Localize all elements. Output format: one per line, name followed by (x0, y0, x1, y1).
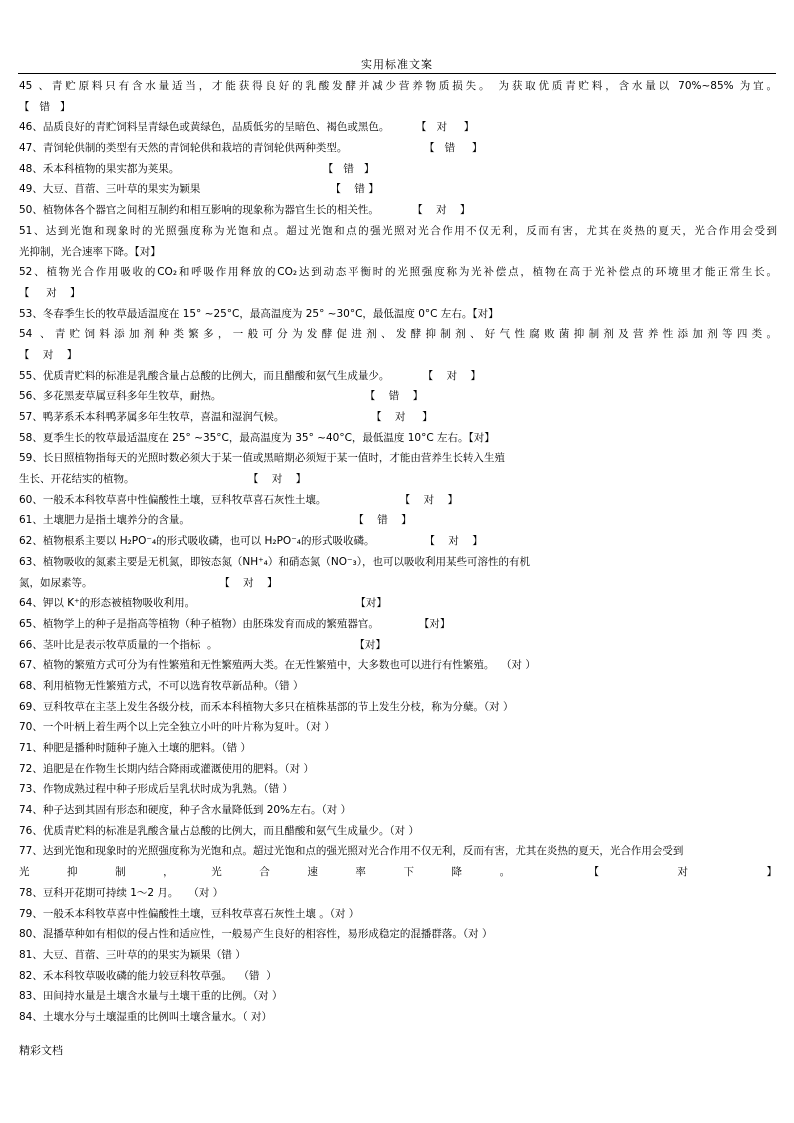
text-line: 45 、青贮原料只有含水量适当，才能获得良好的乳酸发酵并减少营养物质损失。 为获取优质青贮料，含水量以 70%~85% 为宜。 (19, 80, 777, 92)
text-line: 48、禾本科植物的果实都为荚果。 【 错 】 (19, 162, 375, 175)
text-line (19, 1028, 777, 1049)
text-line: 【 对 】 (19, 348, 78, 361)
text-line: 81、大豆、苜蓿、三叶草的的果实为颖果（错 ） (19, 948, 246, 961)
text-line: 77、达到光饱和现象时的光照强度称为光饱和点。超过光饱和点的强光照对光合作用不仅无利，反而有害，尤其在炎热的夏天，光合作用会受到 (19, 845, 684, 858)
text-line: 氮，如尿素等。 【 对 】 (19, 576, 278, 589)
text-line: 65、植物学上的种子是指高等植物（种子植物）由胚珠发育而成的繁殖器官。 【对】 (19, 617, 451, 630)
text-line: 【 错 】 (19, 100, 71, 113)
text-line: 50、植物体各个器官之间相互制约和相互影响的现象称为器官生长的相关性。 【 对 】 (19, 204, 471, 217)
text-line: 82、禾本科牧草吸收磷的能力较豆科牧草强。 （错 ） (19, 969, 277, 982)
text-line: 70、一个叶柄上着生两个以上完全独立小叶的叶片称为复叶。（对 ） (19, 721, 335, 734)
text-line: 生长、开花结实的植物。 【 对 】 (19, 473, 307, 486)
text-line: 79、一般禾本科牧草喜中性偏酸性土壤，豆科牧草喜石灰性土壤 。（对 ） (19, 907, 360, 920)
text-line: 46、品质良好的青贮饲料呈青绿色或黄绿色，品质低劣的呈暗色、褐色或黑色。 【 对 】 (19, 121, 475, 134)
text-line: 【 对 】 (19, 286, 81, 299)
text-line: 54 、青贮饲料添加剂种类繁多，一般可分为发酵促进剂、发酵抑制剂、好气性腐败菌抑制剂及营养性添加剂等四类。 (19, 328, 777, 341)
page-footer: 精彩文档 (19, 1044, 63, 1057)
text-line: 76、优质青贮料的标准是乳酸含量占总酸的比例大，而且醋酸和氨气生成量少。（对 ） (19, 824, 419, 837)
text-line: 64、钾以 K⁺的形态被植物吸收利用。 【对】 (19, 597, 387, 610)
text-line: 59、长日照植物指每天的光照时数必须大于某一值或黑暗期必须短于某一值时，才能由营养生长转入生殖 (19, 452, 505, 465)
text-line: 51、达到光饱和现象时的光照强度称为光饱和点。超过光饱和点的强光照对光合作用不仅无利，反而有害，尤其在炎热的夏天，光合作用会受到 (19, 224, 777, 237)
page-header-title: 实用标准文案 (361, 58, 433, 71)
text-line: 55、优质青贮料的标准是乳酸含量占总酸的比例大，而且醋酸和氨气生成量少。 【 对 】 (19, 369, 481, 382)
text-line: 62、植物根系主要以 H₂PO⁻₄的形式吸收磷，也可以 H₂PO⁻₄的形式吸收磷。 【 对 】 (19, 535, 483, 548)
text-line: 53、冬春季生长的牧草最适温度在 15° ~25°C，最高温度为 25° ~30°C，最低温度 0°C 左右。【对】 (19, 307, 499, 320)
text-line: 69、豆科牧草在主茎上发生各级分枝，而禾本科植物大多只在植株基部的节上发生分枝，称为分蘖。（对 ） (19, 700, 514, 713)
text-line: 66、茎叶比是表示牧草质量的一个指标 。 【对】 (19, 638, 386, 651)
text-line: 63、植物吸收的氮素主要是无机氮，即铵态氮（NH⁺₄）和硝态氮（NO⁻₃），也可以吸收利用某些可溶性的有机 (19, 555, 530, 568)
text-line: 57、鸭茅系禾本科鸭茅属多年生牧草，喜温和湿润气候。 【 对 】 (19, 411, 433, 423)
text-line: 84、土壤水分与土壤湿重的比例叫土壤含量水。（ 对） (19, 1010, 272, 1023)
text-line: 60、一般禾本科牧草喜中性偏酸性土壤，豆科牧草喜石灰性土壤。 【 对 】 (19, 493, 458, 506)
text-line: 52、植物光合作用吸收的CO₂和呼吸作用释放的CO₂达到动态平衡时的光照强度称为光补偿点，植物在高于光补偿点的环境里才能正常生长。 (19, 266, 777, 279)
header-divider (18, 73, 776, 74)
text-line: 49、大豆、苜蓿、三叶草的果实为颖果 【 错 】 (19, 183, 379, 196)
text-line: 56、多花黑麦草属豆科多年生牧草，耐热。 【 错 】 (19, 390, 424, 403)
text-line: 光抑制，光合速率下降。【对】 (19, 245, 161, 258)
text-line: 74、种子达到其固有形态和硬度，种子含水量降低到 20%左右。（对 ） (19, 804, 352, 817)
text-line: 80、混播草种如有相似的侵占性和适应性，一般易产生良好的相容性，易形成稳定的混播群落。（对 ） (19, 928, 493, 941)
text-line: 83、田间持水量是土壤含水量与土壤干重的比例。（对 ） (19, 990, 283, 1003)
text-line: 67、植物的繁殖方式可分为有性繁殖和无性繁殖两大类。在无性繁殖中，大多数也可以进行有性繁殖。 （对 ） (19, 659, 536, 672)
text-line: 71、种肥是播种时随种子施入土壤的肥料。（错 ） (19, 742, 251, 754)
text-line: 68、利用植物无性繁殖方式，不可以选育牧草新品种。（错 ） (19, 679, 304, 692)
question-list (19, 76, 777, 1048)
text-line: 47、青饲轮供制的类型有天然的青饲轮供和栽培的青饲轮供两种类型。 【 错 】 (19, 142, 483, 155)
text-line: 光抑制，光合速率下降。 【 对 】 (19, 866, 777, 879)
text-line: 72、追肥是在作物生长期内结合降雨或灌溉使用的肥料。（对 ） (19, 762, 314, 775)
text-line: 73、作物成熟过程中种子形成后呈乳状时成为乳熟。（错 ） (19, 783, 293, 796)
text-line: 61、土壤肥力是指土壤养分的含量。 【 错 】 (19, 514, 412, 527)
text-line: 78、豆科开花期可持续 1～2 月。 （对 ） (19, 886, 224, 899)
text-line: 58、夏季生长的牧草最适温度在 25° ~35°C，最高温度为 35° ~40°C，最低温度 10°C 左右。【对】 (19, 431, 495, 444)
